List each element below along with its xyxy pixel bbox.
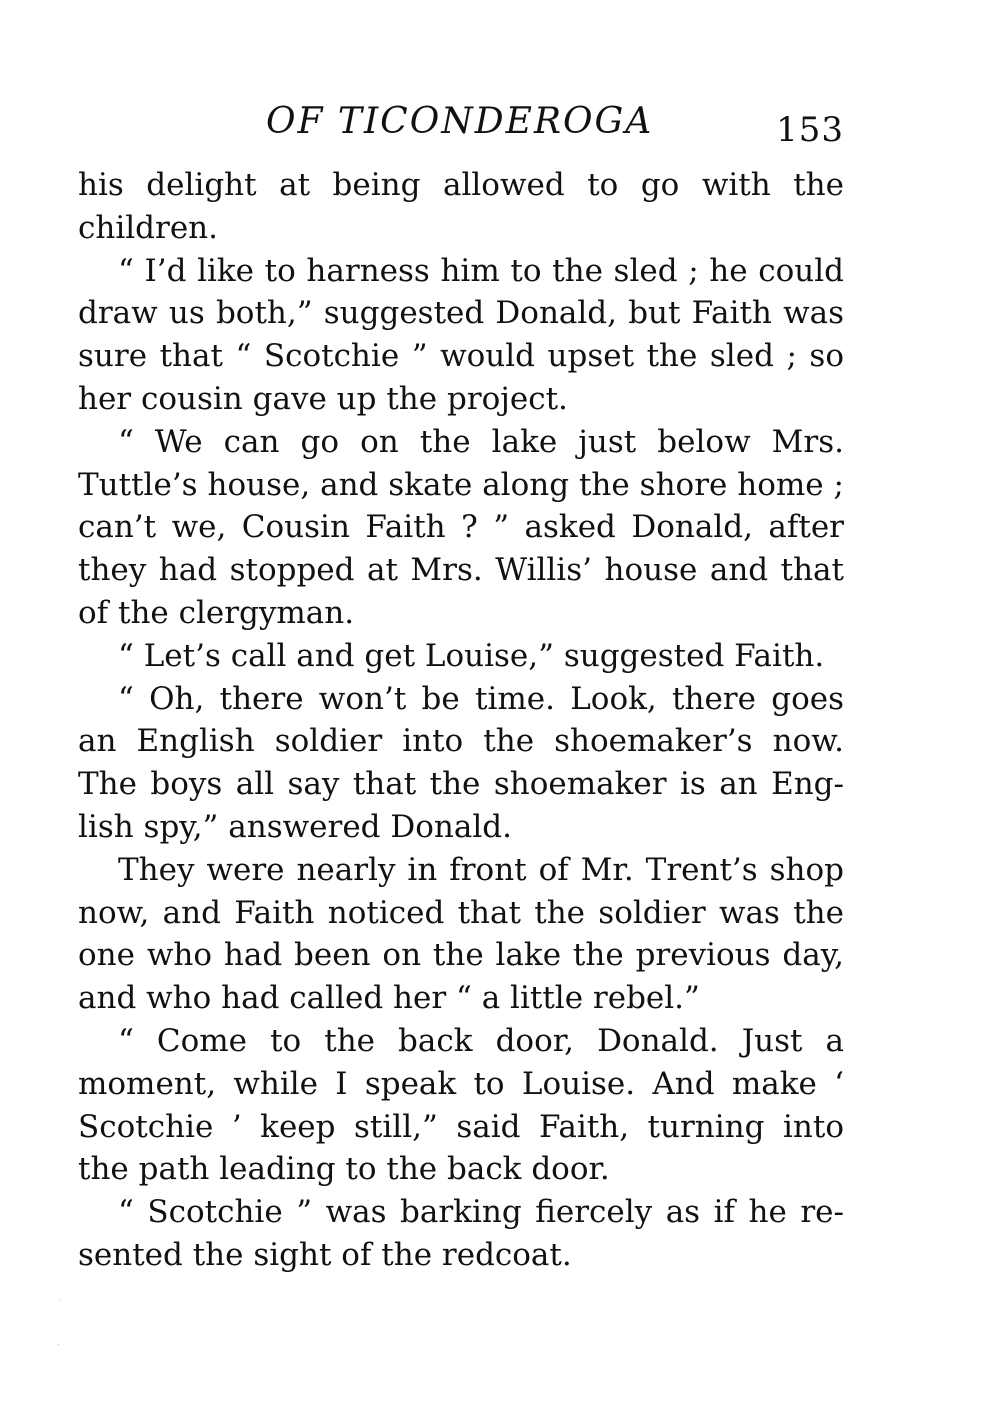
paper-specks (58, 1296, 64, 1356)
paragraph: his delight at being allowed to go with the children. (78, 167, 844, 246)
paragraph: “ Oh, there won’t be time. Look, there goes an English soldier into the shoemaker’s now. The boys all say that the shoemaker is an English spy,” answered Donald. (78, 680, 844, 845)
running-title: OF TICONDEROGA (266, 101, 654, 142)
paragraph: “ We can go on the lake just below Mrs. Tuttle’s house, and skate along the shore home ; can’t we, Cousin Faith ? ” asked Donald, after they had stopped at Mrs. Willis’ house and that of the clergyman. (78, 423, 844, 631)
page-number: 153 (776, 110, 844, 150)
speck (60, 1300, 61, 1301)
paragraph: They were nearly in front of Mr. Trent’s shop now, and Faith noticed that the soldier was the one who had been on the lake the previous day, and who had called her “ a little rebel.” (78, 851, 844, 1017)
body-text (78, 164, 844, 1277)
paragraph: “ Scotchie ” was barking fiercely as if he resented the sight of the redcoat. (78, 1194, 844, 1273)
speck (58, 1344, 59, 1345)
paragraph: “ Let’s call and get Louise,” suggested Faith. (118, 637, 825, 674)
paragraph: “ Come to the back door, Donald. Just a moment, while I speak to Louise. And make ‘ Scotchie ’ keep still,” said Faith, turning into the path leading to the back door. (78, 1022, 844, 1188)
paragraph: “ I’d like to harness him to the sled ; he could draw us both,” suggested Donald, but Faith was sure that “ Scotchie ” would upset the sled ; so her cousin gave up the project. (78, 252, 844, 417)
page-header (78, 96, 844, 152)
